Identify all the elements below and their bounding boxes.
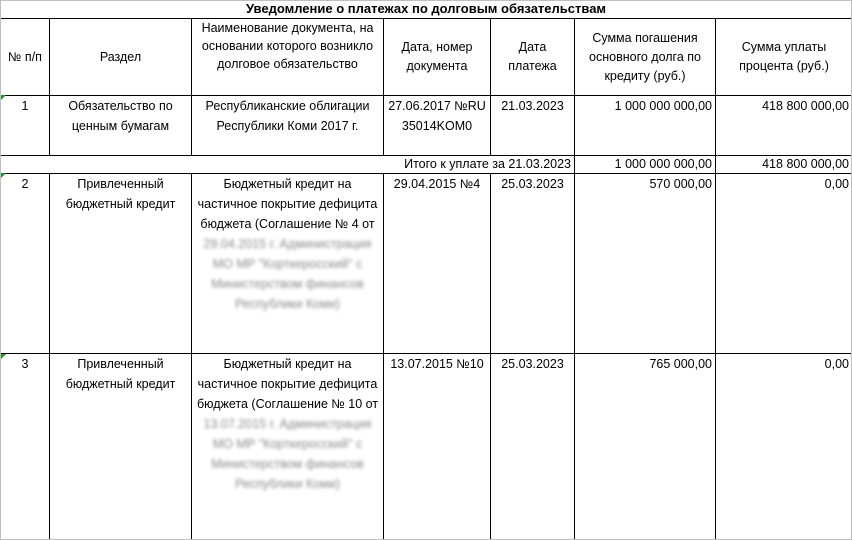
row-num[interactable]: 1 (1, 96, 50, 156)
row-date-num[interactable]: 29.04.2015 №4 (384, 174, 491, 354)
subtotal-principal[interactable]: 1 000 000 000,00 (575, 156, 716, 174)
row-interest[interactable]: 418 800 000,00 (716, 96, 852, 156)
blurred-text: 13.07.2015 г. Администрация МО МР "Корткеросский" с Министерством финансов Республики Коми) (203, 417, 372, 491)
cell-comment-marker (1, 354, 6, 359)
table-row (1, 354, 852, 540)
row-interest[interactable]: 0,00 (716, 174, 852, 354)
blurred-text: 29.04.2015 г. Администрация МО МР "Корткеросский" с Министерством финансов Республики Коми) (203, 237, 372, 311)
row-pay-date[interactable]: 21.03.2023 (491, 96, 575, 156)
header-doc-name[interactable]: Наименование документа, на основании которого возникло долговое обязательство (192, 19, 384, 96)
row-pay-date[interactable]: 25.03.2023 (491, 354, 575, 540)
doc-name-text: Бюджетный кредит на частичное покрытие дефицита бюджета (Соглашение № 10 от (196, 357, 379, 411)
header-interest[interactable]: Сумма уплаты процента (руб.) (716, 19, 852, 96)
row-section[interactable]: Привлеченный бюджетный кредит (50, 174, 192, 354)
row-interest[interactable]: 0,00 (716, 354, 852, 540)
document-title: Уведомление о платежах по долговым обязательствам (0, 0, 852, 19)
header-num[interactable]: № п/п (1, 19, 50, 96)
header-section[interactable]: Раздел (50, 19, 192, 96)
row-section[interactable]: Обязательство по ценным бумагам (50, 96, 192, 156)
row-doc-name[interactable] (192, 354, 384, 540)
row-date-num[interactable]: 27.06.2017 №RU35014KOM0 (384, 96, 491, 156)
table-row (1, 174, 852, 354)
row-pay-date[interactable]: 25.03.2023 (491, 174, 575, 354)
header-principal[interactable]: Сумма погашения основного долга по кредиту (руб.) (575, 19, 716, 96)
payments-table (0, 18, 852, 540)
table-row (1, 96, 852, 156)
subtotal-row (1, 156, 852, 174)
row-date-num[interactable]: 13.07.2015 №10 (384, 354, 491, 540)
row-principal[interactable]: 765 000,00 (575, 354, 716, 540)
row-principal[interactable]: 570 000,00 (575, 174, 716, 354)
header-date-num[interactable]: Дата, номер документа (384, 19, 491, 96)
row-principal[interactable]: 1 000 000 000,00 (575, 96, 716, 156)
cell-comment-marker (1, 95, 6, 100)
row-section[interactable]: Привлеченный бюджетный кредит (50, 354, 192, 540)
row-doc-name[interactable] (192, 174, 384, 354)
row-doc-name[interactable]: Республиканские облигации Республики Коми 2017 г. (192, 96, 384, 156)
subtotal-interest[interactable]: 418 800 000,00 (716, 156, 852, 174)
doc-name-text: Бюджетный кредит на частичное покрытие дефицита бюджета (Соглашение № 4 от (197, 177, 378, 231)
table-header-row (1, 19, 852, 96)
cell-comment-marker (1, 173, 6, 178)
row-num[interactable]: 2 (1, 174, 50, 354)
subtotal-label[interactable]: Итого к уплате за 21.03.2023 (1, 156, 575, 174)
header-pay-date[interactable]: Дата платежа (491, 19, 575, 96)
row-num[interactable]: 3 (1, 354, 50, 540)
